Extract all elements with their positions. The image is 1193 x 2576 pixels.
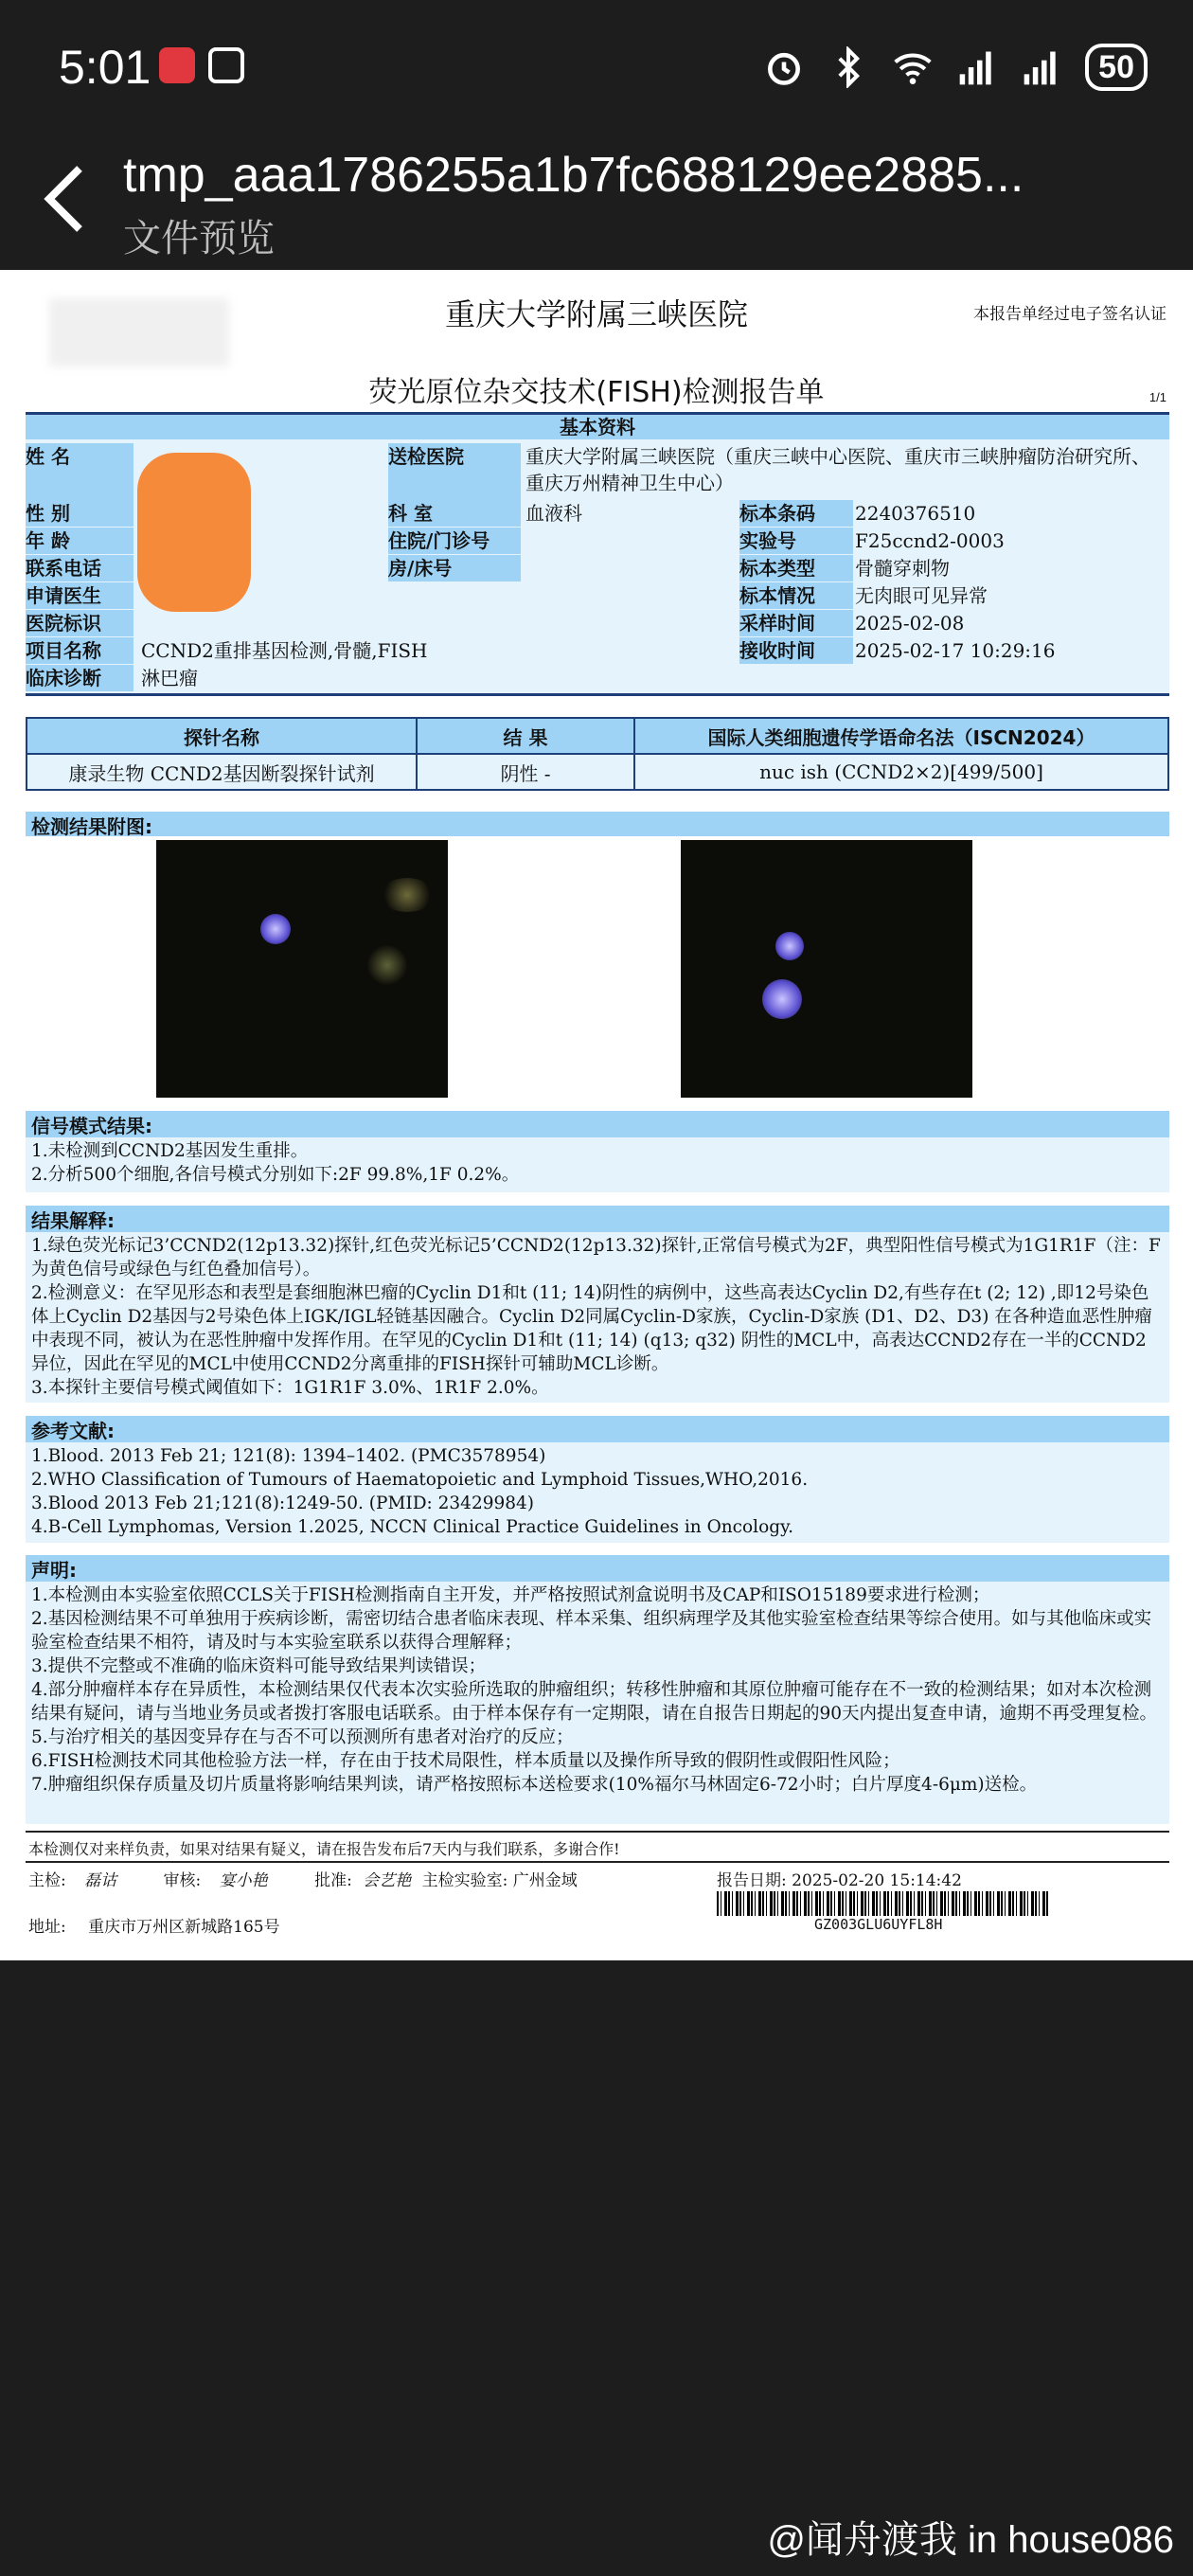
specimen-status-label: 标本情况 xyxy=(739,582,853,609)
barcode-value: 2240376510 xyxy=(855,502,976,525)
status-bar xyxy=(0,0,1193,142)
hospital-id-label: 医院标识 xyxy=(26,610,134,636)
diagnosis-value: 淋巴瘤 xyxy=(141,667,198,689)
wifi-icon xyxy=(892,46,934,88)
signal-icon xyxy=(1021,46,1062,88)
declaration-line: 1.本检测由本实验室依照CCLS关于FISH检测指南自主开发，并严格按照试剂盒说明书及CAP和ISO15189要求进行检测； xyxy=(31,1585,990,1605)
file-preview-label: 文件预览 xyxy=(123,218,275,259)
project-value: CCND2重排基因检测,骨髓,FISH xyxy=(141,639,428,662)
bed-label: 房/床号 xyxy=(388,555,521,581)
project-label: 项目名称 xyxy=(26,637,134,664)
interpretation-line: 2.检测意义：在罕见形态和表型是套细胞淋巴瘤的Cyclin D1和t (11; 14)阴性的病例中，这些高表达Cyclin D2,有些存在t (2; 12) ,即12号染色体上Cyclin D2基因与2号染色体上IGK/IGL轻链基因融合。Cyclin D2同属Cyclin-D家族，Cyclin-D家族 (D1、D2、D3) 在各种造血恶性肿瘤中表现不同，被认为在恶性肿瘤中发挥作用。在罕见的Cyclin D1和t (11; 14) (q13; q32) 阴性的MCL中，高表达CCND2存在一半的CCND2异位，因此在罕见的MCL中使用CCND2分离重排的FISH探针可辅助MCL诊断。 xyxy=(31,1283,1152,1374)
department-value: 血液科 xyxy=(525,502,582,525)
inpatient-label: 住院/门诊号 xyxy=(388,528,521,554)
approver-signature: 会艺艳 xyxy=(363,1871,412,1890)
back-arrow-icon[interactable] xyxy=(38,161,95,237)
lab-value: 广州金域 xyxy=(512,1871,578,1890)
lab-no-value: F25ccnd2-0003 xyxy=(855,529,1005,552)
name-label: 姓 名 xyxy=(26,443,134,500)
declaration-line: 6.FISH检测技术同其他检验方法一样，存在由于技术局限性，样本质量以及操作所导致的假阴性或假阳性风险； xyxy=(31,1751,900,1771)
redaction-mark xyxy=(137,453,251,612)
reference-item: 4.B-Cell Lymphomas, Version 1.2025, NCCN Clinical Practice Guidelines in Oncology. xyxy=(31,1517,793,1537)
declaration-line: 3.提供不完整或不准确的临床资料可能导致结果判读错误； xyxy=(31,1656,487,1676)
probe-result-table xyxy=(26,717,1169,791)
signal-line: 1.未检测到CCND2基因发生重排。 xyxy=(31,1141,309,1161)
interpretation-line: 1.绿色荧光标记3’CCND2(12p13.32)探针,红色荧光标记5’CCND2(12p13.32)探针,正常信号模式为2F，典型阳性信号模式为1G1R1F（注：F为黄色信号或绿色与红色叠加信号）。 xyxy=(31,1236,1161,1279)
address-value: 重庆市万州区新城路165号 xyxy=(88,1918,280,1937)
reference-item: 1.Blood. 2013 Feb 21; 121(8): 1394–1402. (PMC3578954) xyxy=(31,1446,546,1466)
signatures xyxy=(28,1867,578,1890)
fish-image-2 xyxy=(681,840,972,1098)
footer-divider xyxy=(26,1831,1169,1833)
alarm-icon xyxy=(763,46,805,88)
images-header: 检测结果附图: xyxy=(26,812,1169,836)
report-document xyxy=(0,270,1193,1960)
receive-time-label: 接收时间 xyxy=(739,637,853,664)
bluetooth-icon xyxy=(828,46,869,88)
sending-hospital-label: 送检医院 xyxy=(388,443,521,500)
report-date-value: 2025-02-20 15:14:42 xyxy=(792,1871,962,1890)
watermark: @闻舟渡我 in house086 xyxy=(767,2519,1174,2561)
interpretation-line: 3.本探针主要信号模式阈值如下：1G1R1F 3.0%、1R1F 2.0%。 xyxy=(31,1378,549,1398)
lab-label: 主检实验室: xyxy=(421,1871,508,1890)
iscn-header: 国际人类细胞遗传学语命名法（ISCN2024） xyxy=(634,718,1168,754)
app-bar xyxy=(0,142,1193,270)
references-body xyxy=(26,1442,1169,1543)
report-date xyxy=(717,1867,962,1890)
lab-no-label: 实验号 xyxy=(739,528,853,554)
phone-label: 联系电话 xyxy=(26,555,134,581)
applicant-label: 申请医生 xyxy=(26,582,134,609)
inspector-signature: 磊诂 xyxy=(84,1871,117,1890)
fish-image-1 xyxy=(156,840,448,1098)
result-header: 结 果 xyxy=(417,718,634,754)
iscn-value: nuc ish (CCND2×2)[499/500] xyxy=(634,754,1168,790)
basic-info-table xyxy=(26,412,1169,696)
signal-line: 2.分析500个细胞,各信号模式分别如下:2F 99.8%,1F 0.2%。 xyxy=(31,1165,520,1185)
diagnosis-label: 临床诊断 xyxy=(26,665,134,691)
hospital-name: 重庆大学附属三峡医院 xyxy=(444,296,748,332)
signal-results xyxy=(26,1137,1169,1192)
address-label: 地址: xyxy=(28,1918,66,1937)
signal-icon xyxy=(956,46,998,88)
barcode-text: GZ003GLU6UYFL8H xyxy=(814,1916,943,1933)
reviewer-label: 审核: xyxy=(163,1871,202,1890)
footer-note: 本检测仅对来样负责，如果对结果有疑义，请在报告发布后7天内与我们联系，多谢合作! xyxy=(28,1840,620,1858)
declaration-header: 声明: xyxy=(26,1555,1169,1582)
specimen-type-value: 骨髓穿刺物 xyxy=(855,557,950,580)
esign-note: 本报告单经过电子签名认证 xyxy=(973,305,1166,324)
signal-header: 信号模式结果: xyxy=(26,1111,1169,1137)
probe-result: 阴性 - xyxy=(417,754,634,790)
specimen-type-label: 标本类型 xyxy=(739,555,853,581)
file-name: tmp_aaa1786255a1b7fc688129ee2885... xyxy=(123,148,1024,203)
nfc-icon xyxy=(208,47,244,83)
declaration-line: 7.肿瘤组织保存质量及切片质量将影响结果判读，请严格按照标本送检要求(10%福尔马林固定6-72小时；白片厚度4-6μm)送检。 xyxy=(31,1775,1038,1795)
sending-hospital-value: 重庆大学附属三峡医院（重庆三峡中心医院、重庆市三峡肿瘤防治研究所、重庆万州精神卫生中心） xyxy=(525,445,1150,494)
declaration-line: 4.部分肿瘤样本存在异质性，本检测结果仅代表本次实验所选取的肿瘤组织；转移性肿瘤和其原位肿瘤可能存在不一致的检测结果；如对本次检测结果有疑问，请与当地业务员或者拨打客服电话联系。由于样本保存有一定期限，请在自报告日期起的90天内提出复查申请，逾期不再受理复检。 xyxy=(31,1680,1158,1724)
report-title: 荧光原位杂交技术(FISH)检测报告单 xyxy=(368,376,825,409)
clock: 5:01 xyxy=(59,41,151,94)
footer-divider xyxy=(26,1861,1169,1863)
sample-time-value: 2025-02-08 xyxy=(855,612,965,635)
age-label: 年 龄 xyxy=(26,528,134,554)
probe-name: 康录生物 CCND2基因断裂探针试剂 xyxy=(27,754,417,790)
battery-indicator: 50 xyxy=(1085,44,1148,91)
address xyxy=(28,1913,280,1937)
probe-header: 探针名称 xyxy=(27,718,417,754)
reference-item: 3.Blood 2013 Feb 21;121(8):1249-50. (PMID: 23429984) xyxy=(31,1494,535,1513)
declaration-line: 2.基因检测结果不可单独用于疾病诊断，需密切结合患者临床表现、样本采集、组织病理学及其他实验室检查结果等综合使用。如与其他临床或实验室检查结果不相符，请及时与本实验室联系以获得合理解释； xyxy=(31,1609,1152,1653)
inspector-label: 主检: xyxy=(28,1871,66,1890)
interpretation-body xyxy=(26,1232,1169,1403)
basic-info-header: 基本资料 xyxy=(26,415,1169,439)
receive-time-value: 2025-02-17 10:29:16 xyxy=(855,639,1056,662)
report-date-label: 报告日期: xyxy=(717,1871,787,1890)
reference-item: 2.WHO Classification of Tumours of Haematopoietic and Lymphoid Tissues,WHO,2016. xyxy=(31,1470,809,1490)
department-label: 科 室 xyxy=(388,500,521,527)
sex-label: 性 别 xyxy=(26,500,134,527)
references-header: 参考文献: xyxy=(26,1416,1169,1442)
barcode-label: 标本条码 xyxy=(739,500,853,527)
sample-time-label: 采样时间 xyxy=(739,610,853,636)
declaration-line: 5.与治疗相关的基因变异存在与否不可以预测所有患者对治疗的反应； xyxy=(31,1727,574,1747)
report-barcode xyxy=(717,1891,1048,1916)
page-number: 1/1 xyxy=(1148,390,1166,404)
approver-label: 批准: xyxy=(314,1871,352,1890)
app-notification-icon xyxy=(159,47,195,83)
declaration-body xyxy=(26,1582,1169,1824)
interpretation-header: 结果解释: xyxy=(26,1206,1169,1232)
specimen-status-value: 无肉眼可见异常 xyxy=(855,584,988,607)
reviewer-signature: 宴小艳 xyxy=(219,1871,268,1890)
